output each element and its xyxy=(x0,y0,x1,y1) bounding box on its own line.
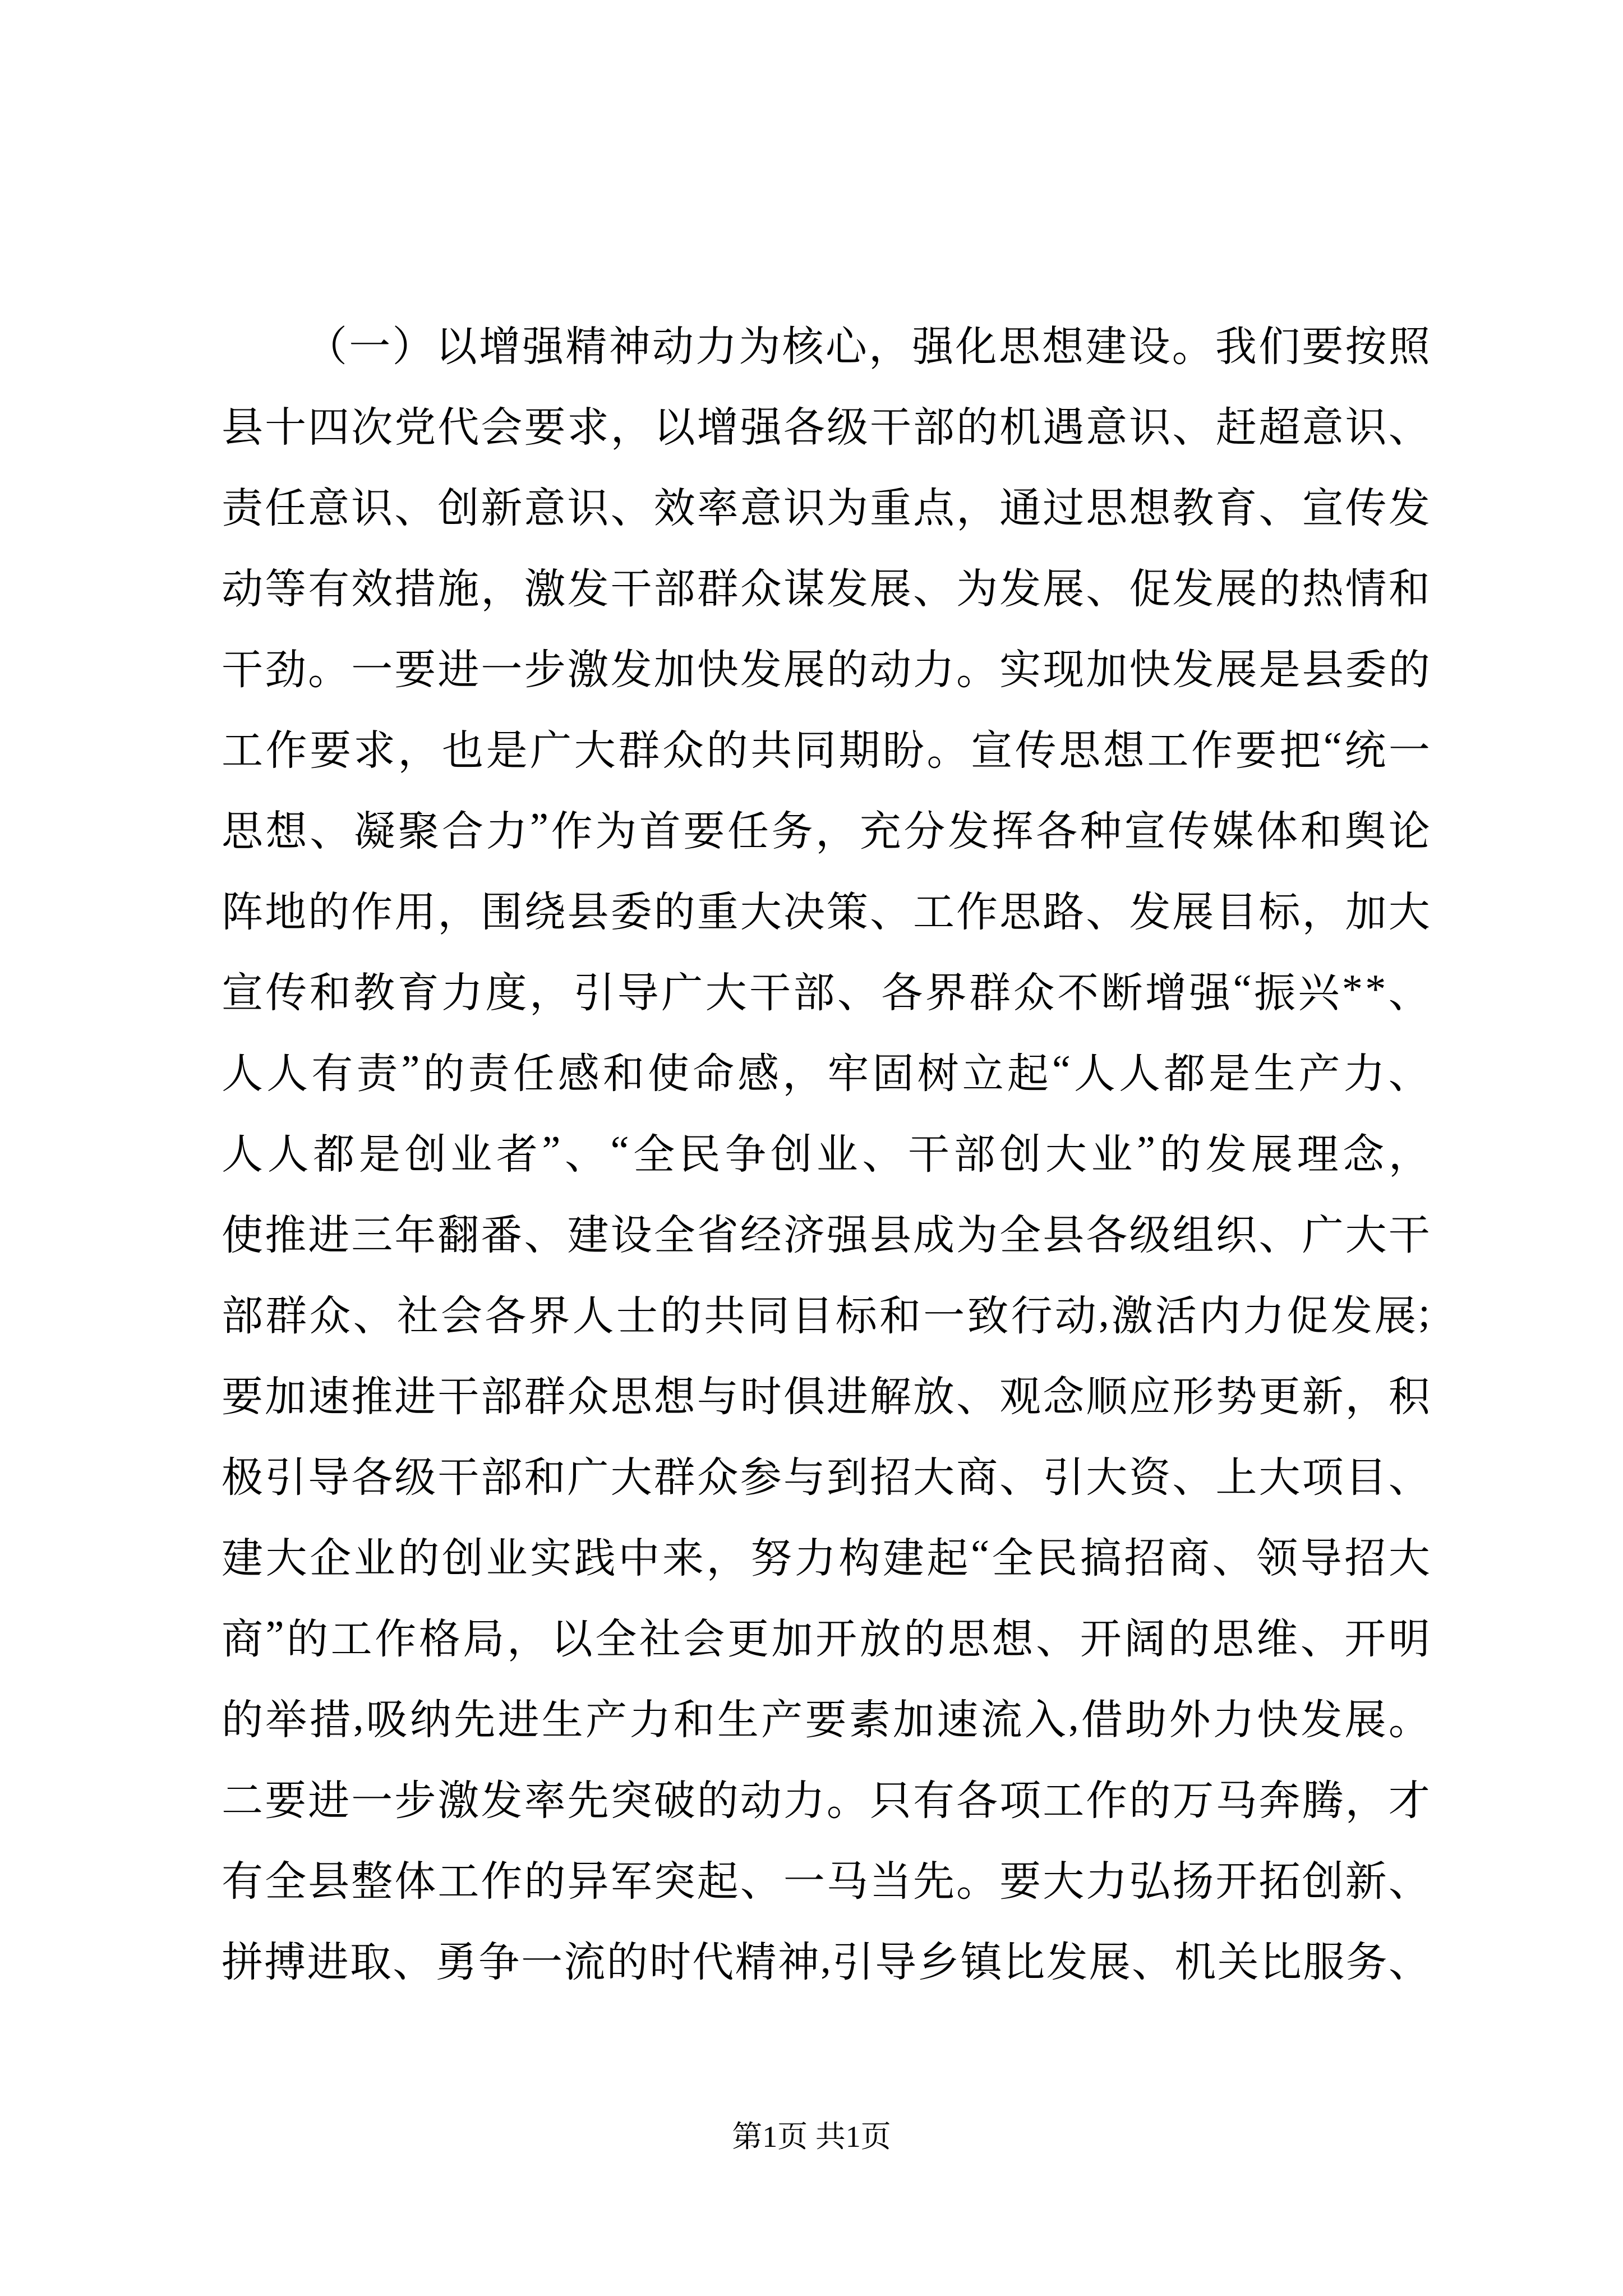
text-line: 有 全 县 整 体 工 作 的 异 军 突 起 、 一 马 当 先 。 要 大 力 弘 扬 开 拓 创 新 、 xyxy=(222,1859,1430,1905)
text-line: 极 引 导 各 级 干 部 和 广 大 群 众 参 与 到 招 大 商 、 引 大 资 、 上 大 项 目 、 xyxy=(222,1455,1430,1501)
text-line: 拼 搏 进 取 、 勇 争 一 流 的 时 代 精 神 , 引 导 乡 镇 比 发 展 、 机 关 比 服 务 、 xyxy=(222,1935,1430,1986)
text-line: （ 一 ） 以 增 强 精 神 动 力 为 核 心 ， 强 化 思 想 建 设 。 我 们 要 按 照 xyxy=(306,324,1430,370)
text-line: 的 举 措 , 吸 纳 先 进 生 产 力 和 生 产 要 素 加 速 流 入 , 借 助 外 力 快 发 展 。 xyxy=(222,1693,1430,1743)
text-line: 人 人 都 是 创 业 者 ” 、 “ 全 民 争 创 业 、 干 部 创 大 业 ” 的 发 展 理 念 ， xyxy=(222,1128,1430,1178)
text-line: 动 等 有 效 措 施 ， 激 发 干 部 群 众 谋 发 展 、 为 发 展 、 促 发 展 的 热 情 和 xyxy=(222,567,1430,613)
text-line: 干 劲 。 一 要 进 一 步 激 发 加 快 发 展 的 动 力 。 实 现 加 快 发 展 是 县 委 的 xyxy=(222,647,1430,693)
page-number-label: 第1页 共1页 xyxy=(732,2120,891,2154)
text-line: 使 推 进 三 年 翻 番 、 建 设 全 省 经 济 强 县 成 为 全 县 各 级 组 织 、 广 大 干 xyxy=(222,1213,1430,1259)
page-footer xyxy=(0,2116,1623,2157)
text-line: 二 要 进 一 步 激 发 率 先 突 破 的 动 力 。 只 有 各 项 工 作 的 万 马 奔 腾 ， 才 xyxy=(222,1778,1430,1824)
text-line: 人 人 有 责 ” 的 责 任 感 和 使 命 感 ， 牢 固 树 立 起 “ 人 人 都 是 生 产 力 、 xyxy=(222,1047,1430,1097)
text-line: 思 想 、 凝 聚 合 力 ” 作 为 首 要 任 务 ， 充 分 发 挥 各 种 宣 传 媒 体 和 舆 论 xyxy=(222,804,1430,855)
text-line: 工 作 要 求 ， 也 是 广 大 群 众 的 共 同 期 盼 。 宣 传 思 想 工 作 要 把 “ 统 一 xyxy=(222,724,1430,774)
text-line: 阵 地 的 作 用 ， 围 绕 县 委 的 重 大 决 策 、 工 作 思 路 、 发 展 目 标 ， 加 大 xyxy=(222,890,1430,936)
text-line: 商 ” 的 工 作 格 局 ， 以 全 社 会 更 加 开 放 的 思 想 、 开 阔 的 思 维 、 开 明 xyxy=(222,1612,1430,1663)
text-line: 宣 传 和 教 育 力 度 ， 引 导 广 大 干 部 、 各 界 群 众 不 断 增 强 “ 振 兴 * * 、 xyxy=(222,966,1430,1016)
text-line: 责 任 意 识 、 创 新 意 识 、 效 率 意 识 为 重 点 ， 通 过 思 想 教 育 、 宣 传 发 xyxy=(222,486,1430,532)
text-line: 县 十 四 次 党 代 会 要 求 ， 以 增 强 各 级 干 部 的 机 遇 意 识 、 赶 超 意 识 、 xyxy=(222,405,1430,451)
text-line: 部 群 众 、 社 会 各 界 人 士 的 共 同 目 标 和 一 致 行 动 , 激 活 内 力 促 发 展 ; xyxy=(222,1289,1430,1340)
body-text xyxy=(222,303,1430,1999)
text-line: 要 加 速 推 进 干 部 群 众 思 想 与 时 俱 进 解 放 、 观 念 顺 应 形 势 更 新 ， 积 xyxy=(222,1374,1430,1420)
text-line: 建 大 企 业 的 创 业 实 践 中 来 ， 努 力 构 建 起 “ 全 民 搞 招 商 、 领 导 招 大 xyxy=(222,1531,1430,1582)
